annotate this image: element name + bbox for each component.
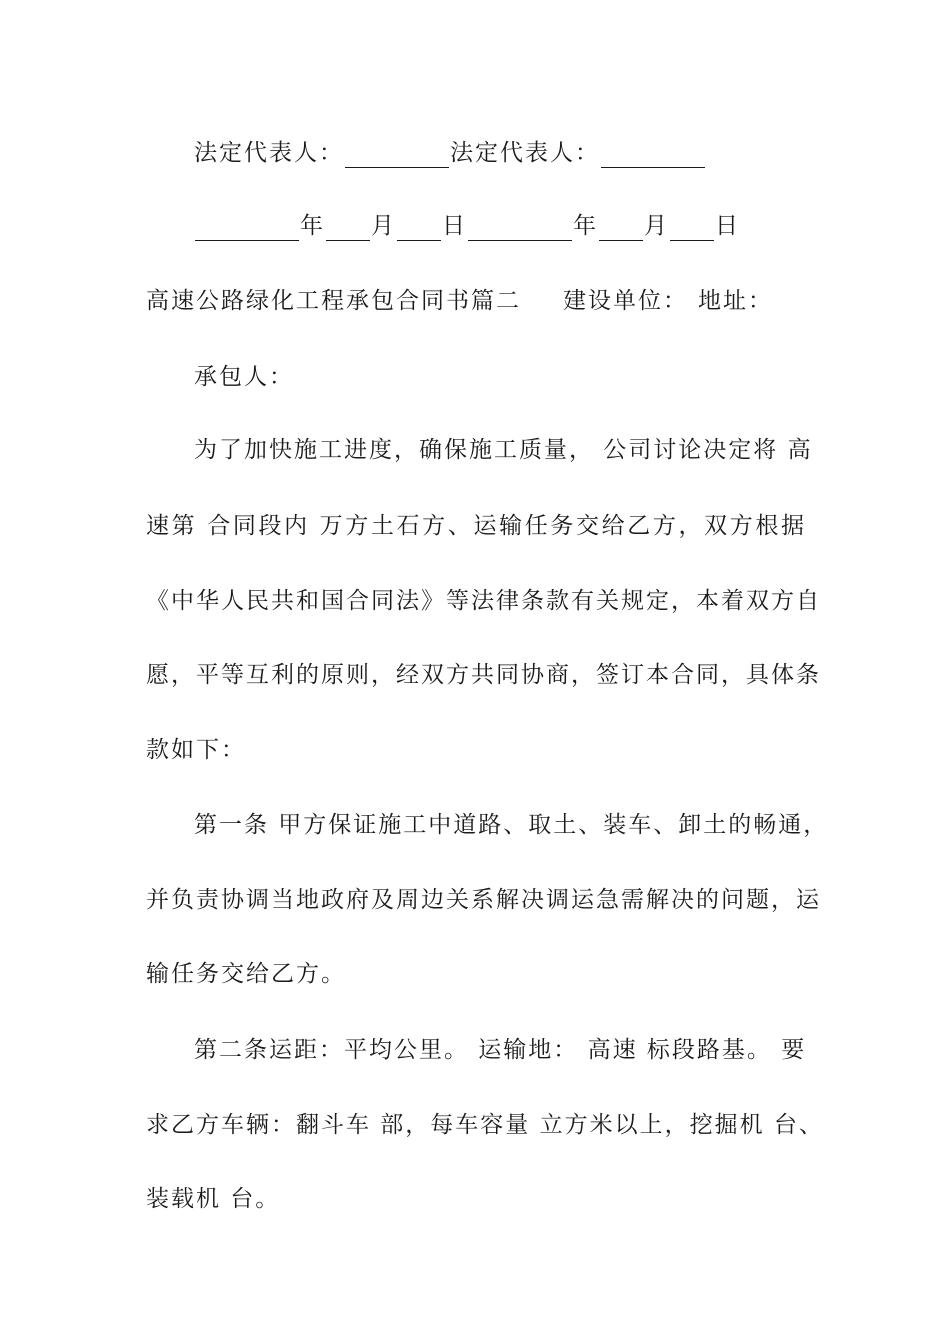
document-title: 高速公路绿化工程承包合同书篇二 xyxy=(146,288,521,314)
day-label-a: 日 xyxy=(442,213,467,239)
contractor-line xyxy=(194,362,854,392)
month-label-a: 月 xyxy=(371,213,396,239)
article-1-line-2: 并负责协调当地政府及周边关系解决调运急需解决的问题，运 xyxy=(146,887,821,913)
paragraph-1-line-5: 款如下： xyxy=(146,737,246,763)
rep-label-party-b: 法定代表人： xyxy=(450,140,600,166)
article-2-line-3: 装载机 台。 xyxy=(146,1186,281,1212)
rep-blank-party-a xyxy=(345,143,449,168)
year-blank-b xyxy=(468,216,572,241)
month-blank-b xyxy=(599,216,643,241)
year-label-b: 年 xyxy=(573,213,598,239)
day-blank-a xyxy=(397,216,441,241)
article-2-line-1: 第二条运距：平均公里。 运输地： 高速 标段路基。 要 xyxy=(194,1037,807,1063)
article-1-line-1: 第一条 甲方保证施工中道路、取土、装车、卸土的畅通， xyxy=(194,812,829,838)
day-blank-b xyxy=(670,216,714,241)
rep-label-party-a: 法定代表人： xyxy=(194,140,344,166)
contractor-label: 承包人： xyxy=(194,364,294,390)
year-label-a: 年 xyxy=(300,213,325,239)
paragraph-1-line-2: 速第 合同段内 万方土石方、运输任务交给乙方，双方根据 xyxy=(146,513,806,539)
document-title-line xyxy=(146,286,806,316)
paragraph-1-line-3: 《中华人民共和国合同法》等法律条款有关规定，本着双方自 xyxy=(146,588,821,614)
month-blank-a xyxy=(326,216,370,241)
rep-blank-party-b xyxy=(601,143,705,168)
paragraph-1-line-1: 为了加快施工进度，确保施工质量， 公司讨论决定将 高 xyxy=(194,437,813,463)
builder-label: 建设单位： xyxy=(563,288,688,314)
day-label-b: 日 xyxy=(715,213,740,239)
address-label: 地址： xyxy=(698,288,773,314)
article-2-line-2: 求乙方车辆：翻斗车 部，每车容量 立方米以上，挖掘机 台、 xyxy=(146,1112,824,1138)
year-blank-a xyxy=(195,216,299,241)
paragraph-1-line-4: 愿，平等互利的原则，经双方共同协商，签订本合同，具体条 xyxy=(146,662,821,688)
legal-representative-line xyxy=(194,138,854,168)
date-line xyxy=(194,211,854,241)
month-label-b: 月 xyxy=(644,213,669,239)
article-1-line-3: 输任务交给乙方。 xyxy=(146,961,346,987)
